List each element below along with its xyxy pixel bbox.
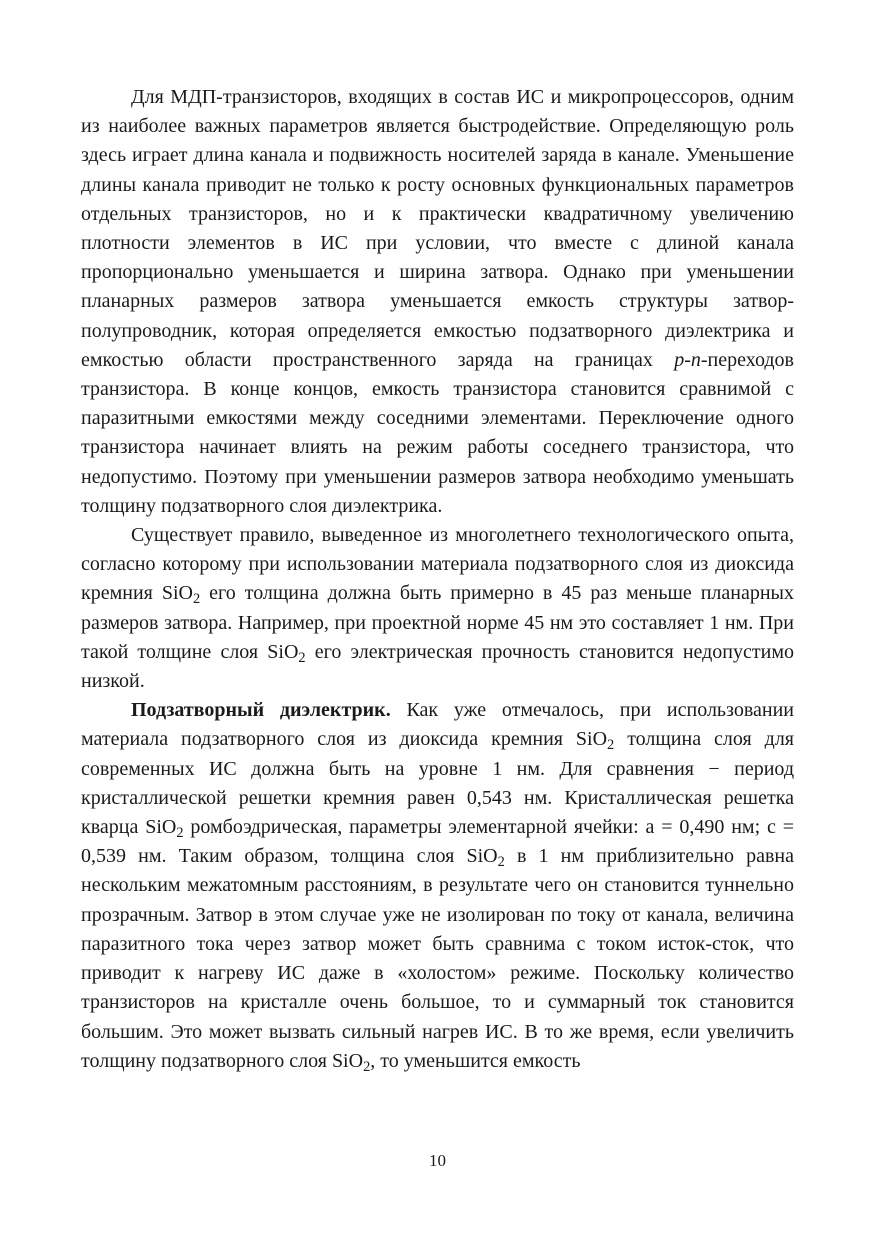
subscript: 2: [363, 1058, 371, 1075]
section-heading-inline: Подзатворный диэлектрик.: [131, 699, 391, 722]
paragraph-2: [81, 521, 794, 696]
text-segment: -переходов транзистора. В конце концов, емкость транзистора становится сравнимой с паразитными емкостями между соседними элементами. Переключение одного транзистора начинает влиять на режим работы соседнего транзистора, что недопустимо. Поэтому при уменьшении размеров затвора необходимо уменьшать толщину подзатворного слоя диэлектрика.: [81, 348, 794, 517]
page-body: [81, 83, 794, 1076]
text-segment: его толщина должна быть примерно в 45 раз меньше планарных размеров затвора. Например, при проектной норме 45 нм это составляет 1 нм. При такой толщине слоя SiO: [81, 582, 794, 663]
text-segment: , то уменьшится емкость: [370, 1049, 581, 1072]
page-number: 10: [429, 1151, 446, 1170]
text-segment: его электрическая прочность становится недопустимо низкой.: [81, 640, 794, 693]
paragraph-3: [81, 696, 794, 1076]
subscript: 2: [607, 737, 615, 754]
subscript: 2: [176, 825, 184, 842]
italic-term-pn: p-n: [674, 348, 701, 371]
subscript: 2: [192, 591, 201, 608]
text-segment: Для МДП-транзисторов, входящих в состав ИС и микропроцессоров, одним из наиболее важных параметров является быстродействие. Определяющую роль здесь играет длина канала и подвижность носителей заряда в канале. Уменьшение длины канала приводит не только к росту основных функциональных параметров отдельных транзисторов, но и к практически квадратичному увеличению плотности элементов в ИС при условии, что вместе с длиной канала пропорционально уменьшается и ширина затвора. Однако при уменьшении планарных размеров затвора уменьшается емкость структуры затвор-полупроводник, которая определяется емкостью подзатворного диэлектрика и емкостью области пространственного заряда на границах: [81, 86, 794, 371]
text-segment: Как уже отмечалось, при использовании материала подзатворного слоя из диоксида кремния SiO: [81, 699, 794, 751]
text-segment: толщина слоя для современных ИС должна быть на уровне 1 нм. Для сравнения − период кристаллической решетки кремния равен 0,543 нм. Кристаллическая решетка кварца SiO: [81, 728, 794, 839]
text-segment: в 1 нм приблизительно равна нескольким межатомным расстояниям, в результате чего он становится туннельно прозрачным. Затвор в этом случае уже не изолирован по току от канала, величина паразитного тока через затвор может быть сравнима с током исток-сток, что приводит к нагреву ИС даже в «холостом» режиме. Поскольку количество транзисторов на кристалле очень большое, то и суммарный ток становится большим. Это может вызвать сильный нагрев ИС. В то же время, если увеличить толщину подзатворного слоя SiO: [81, 845, 794, 1072]
text-segment: ромбоэдрическая, параметры элементарной ячейки: a = 0,490 нм; c = 0,539 нм. Таким образом, толщина слоя SiO: [81, 816, 794, 868]
text-segment: Существует правило, выведенное из многолетнего технологического опыта, согласно которому при использовании материала подзатворного слоя из диоксида кремния SiO: [81, 524, 794, 605]
subscript: 2: [497, 854, 505, 871]
subscript: 2: [298, 649, 306, 666]
paragraph-1: [81, 83, 794, 521]
